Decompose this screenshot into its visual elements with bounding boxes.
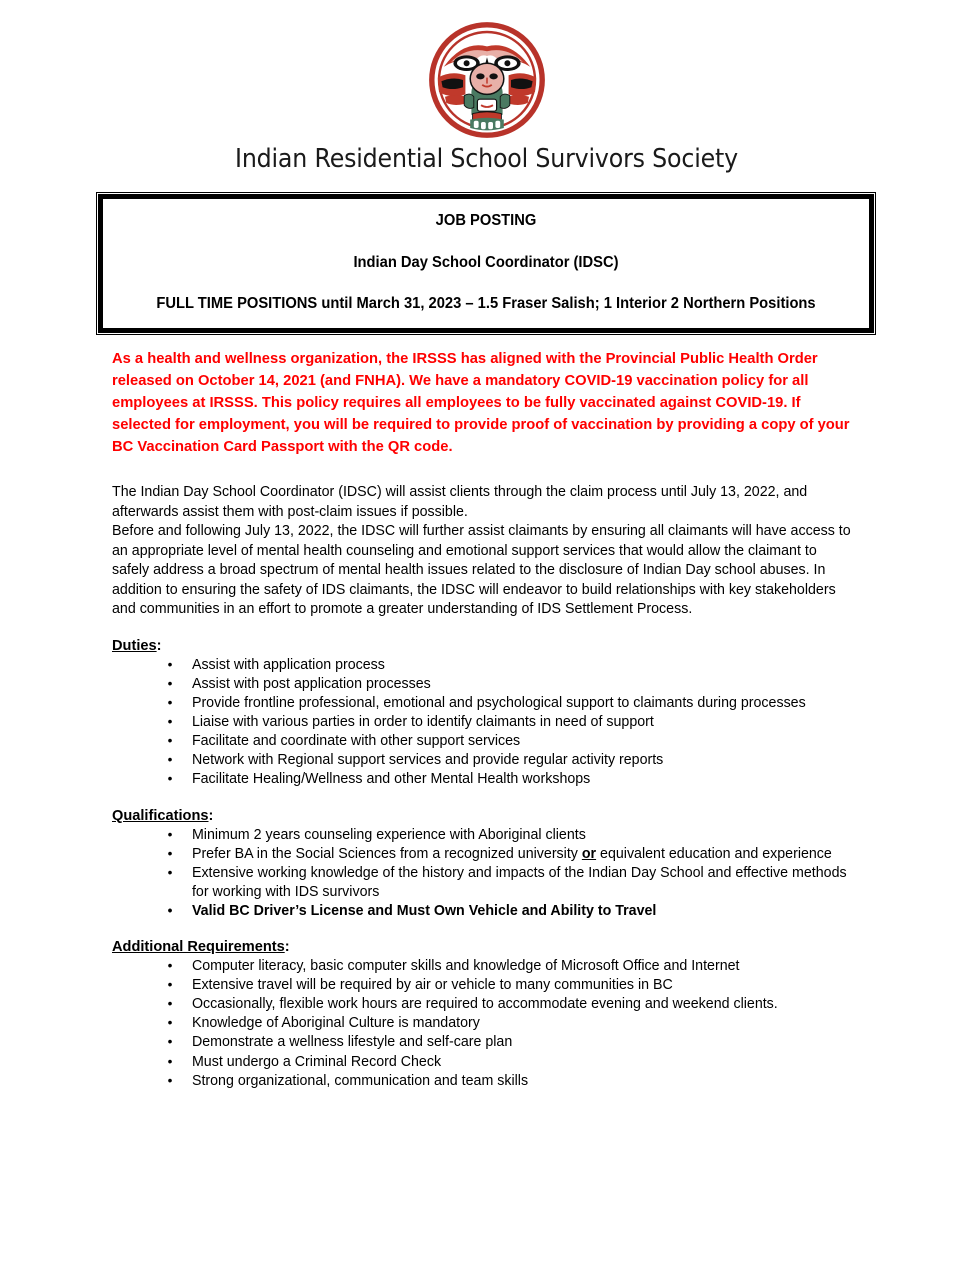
qualifications-list xyxy=(112,826,874,922)
list-item: • Network with Regional support services and provide regular activity reports xyxy=(112,751,855,770)
job-posting-box xyxy=(96,192,876,335)
list-item: • Assist with post application processes xyxy=(112,675,855,694)
duties-heading xyxy=(112,638,874,654)
job-posting-box-inner xyxy=(98,194,874,333)
job-title: Indian Day School Coordinator (IDSC) xyxy=(353,253,619,271)
additional-requirements-heading-text: Additional Requirements xyxy=(112,939,285,956)
qualification-text-a: Prefer BA in the Social Sciences from a recognized university xyxy=(191,845,582,862)
additional-requirements-section xyxy=(112,939,874,1091)
list-item: • Valid BC Driver’s License and Must Own Vehicle and Ability to Travel xyxy=(112,902,855,921)
duties-heading-colon: : xyxy=(156,637,162,654)
duties-list xyxy=(112,656,874,790)
list-item: • Facilitate and coordinate with other support services xyxy=(112,732,855,751)
qualifications-section xyxy=(112,808,874,922)
intro-paragraph-2: Before and following July 13, 2022, the IDSC will further assist claimants by ensuring all claimants will have access to an appropriate level of mental health counseling and emotional support services that would allow the claimant to safely address a broad spectrum of mental health issues related to the disclosure of Indian Day school abuses. In addition to ensuring the safety of IDS claimants, the IDSC will endeavor to build relationships with key stakeholders and communities in an effort to promote a greater understanding of IDS Settlement Process. xyxy=(112,523,851,618)
list-item: • Assist with application process xyxy=(112,656,855,675)
duties-heading-text: Duties xyxy=(112,637,157,654)
list-item: • Minimum 2 years counseling experience with Aboriginal clients xyxy=(112,826,855,845)
additional-requirements-list xyxy=(112,957,874,1091)
list-item: • Facilitate Healing/Wellness and other Mental Health workshops xyxy=(112,770,855,789)
list-item: • Strong organizational, communication and team skills xyxy=(112,1072,855,1091)
list-item: • Computer literacy, basic computer skills and knowledge of Microsoft Office and Internet xyxy=(112,957,855,976)
duties-section xyxy=(112,638,874,790)
list-item: • Knowledge of Aboriginal Culture is mandatory xyxy=(112,1014,855,1033)
qualifications-heading xyxy=(112,808,874,824)
irsss-logo xyxy=(417,20,557,140)
document-header xyxy=(0,0,973,173)
list-item: • Extensive travel will be required by air or vehicle to many communities in BC xyxy=(112,976,855,995)
qualifications-heading-colon: : xyxy=(208,807,214,824)
list-item: • Demonstrate a wellness lifestyle and self-care plan xyxy=(112,1033,855,1052)
list-item xyxy=(112,845,855,864)
qualification-emphasis-or: or xyxy=(581,845,597,862)
list-item: • Liaise with various parties in order to identify claimants in need of support xyxy=(112,713,855,732)
document-body xyxy=(112,348,874,1091)
list-item: • Must undergo a Criminal Record Check xyxy=(112,1053,855,1072)
position-details: FULL TIME POSITIONS until March 31, 2023 – 1.5 Fraser Salish; 1 Interior 2 Northern Positions xyxy=(156,295,816,313)
covid-vaccination-notice: As a health and wellness organization, the IRSSS has aligned with the Provincial Public Health Order released on October 14, 2021 (and FNHA). We have a mandatory COVID-19 vaccination policy for all employees at IRSSS. This policy requires all employees to be fully vaccinated against COVID-19. If selected for employment, you will be required to provide proof of vaccination by providing a copy of your BC Vaccination Card Passport with the QR code. xyxy=(112,350,850,455)
qualification-text-b: equivalent education and experience xyxy=(596,845,832,862)
list-item: • Provide frontline professional, emotional and psychological support to claimants during processes xyxy=(112,694,855,713)
job-posting-heading: JOB POSTING xyxy=(435,212,537,229)
organization-name: Indian Residential School Survivors Society xyxy=(235,144,738,174)
qualifications-heading-text: Qualifications xyxy=(112,807,209,824)
intro-paragraph-1: The Indian Day School Coordinator (IDSC) will assist clients through the claim process until July 13, 2022, and afterwards assist them with post-claim issues if possible. xyxy=(112,484,808,520)
additional-requirements-heading xyxy=(112,939,874,955)
additional-requirements-heading-colon: : xyxy=(284,939,290,956)
list-item: • Occasionally, flexible work hours are required to accommodate evening and weekend clients. xyxy=(112,995,855,1014)
northwest-coast-formline-circle-logo xyxy=(417,20,557,140)
list-item: • Extensive working knowledge of the history and impacts of the Indian Day School and effective methods for working with IDS survivors xyxy=(112,864,855,902)
